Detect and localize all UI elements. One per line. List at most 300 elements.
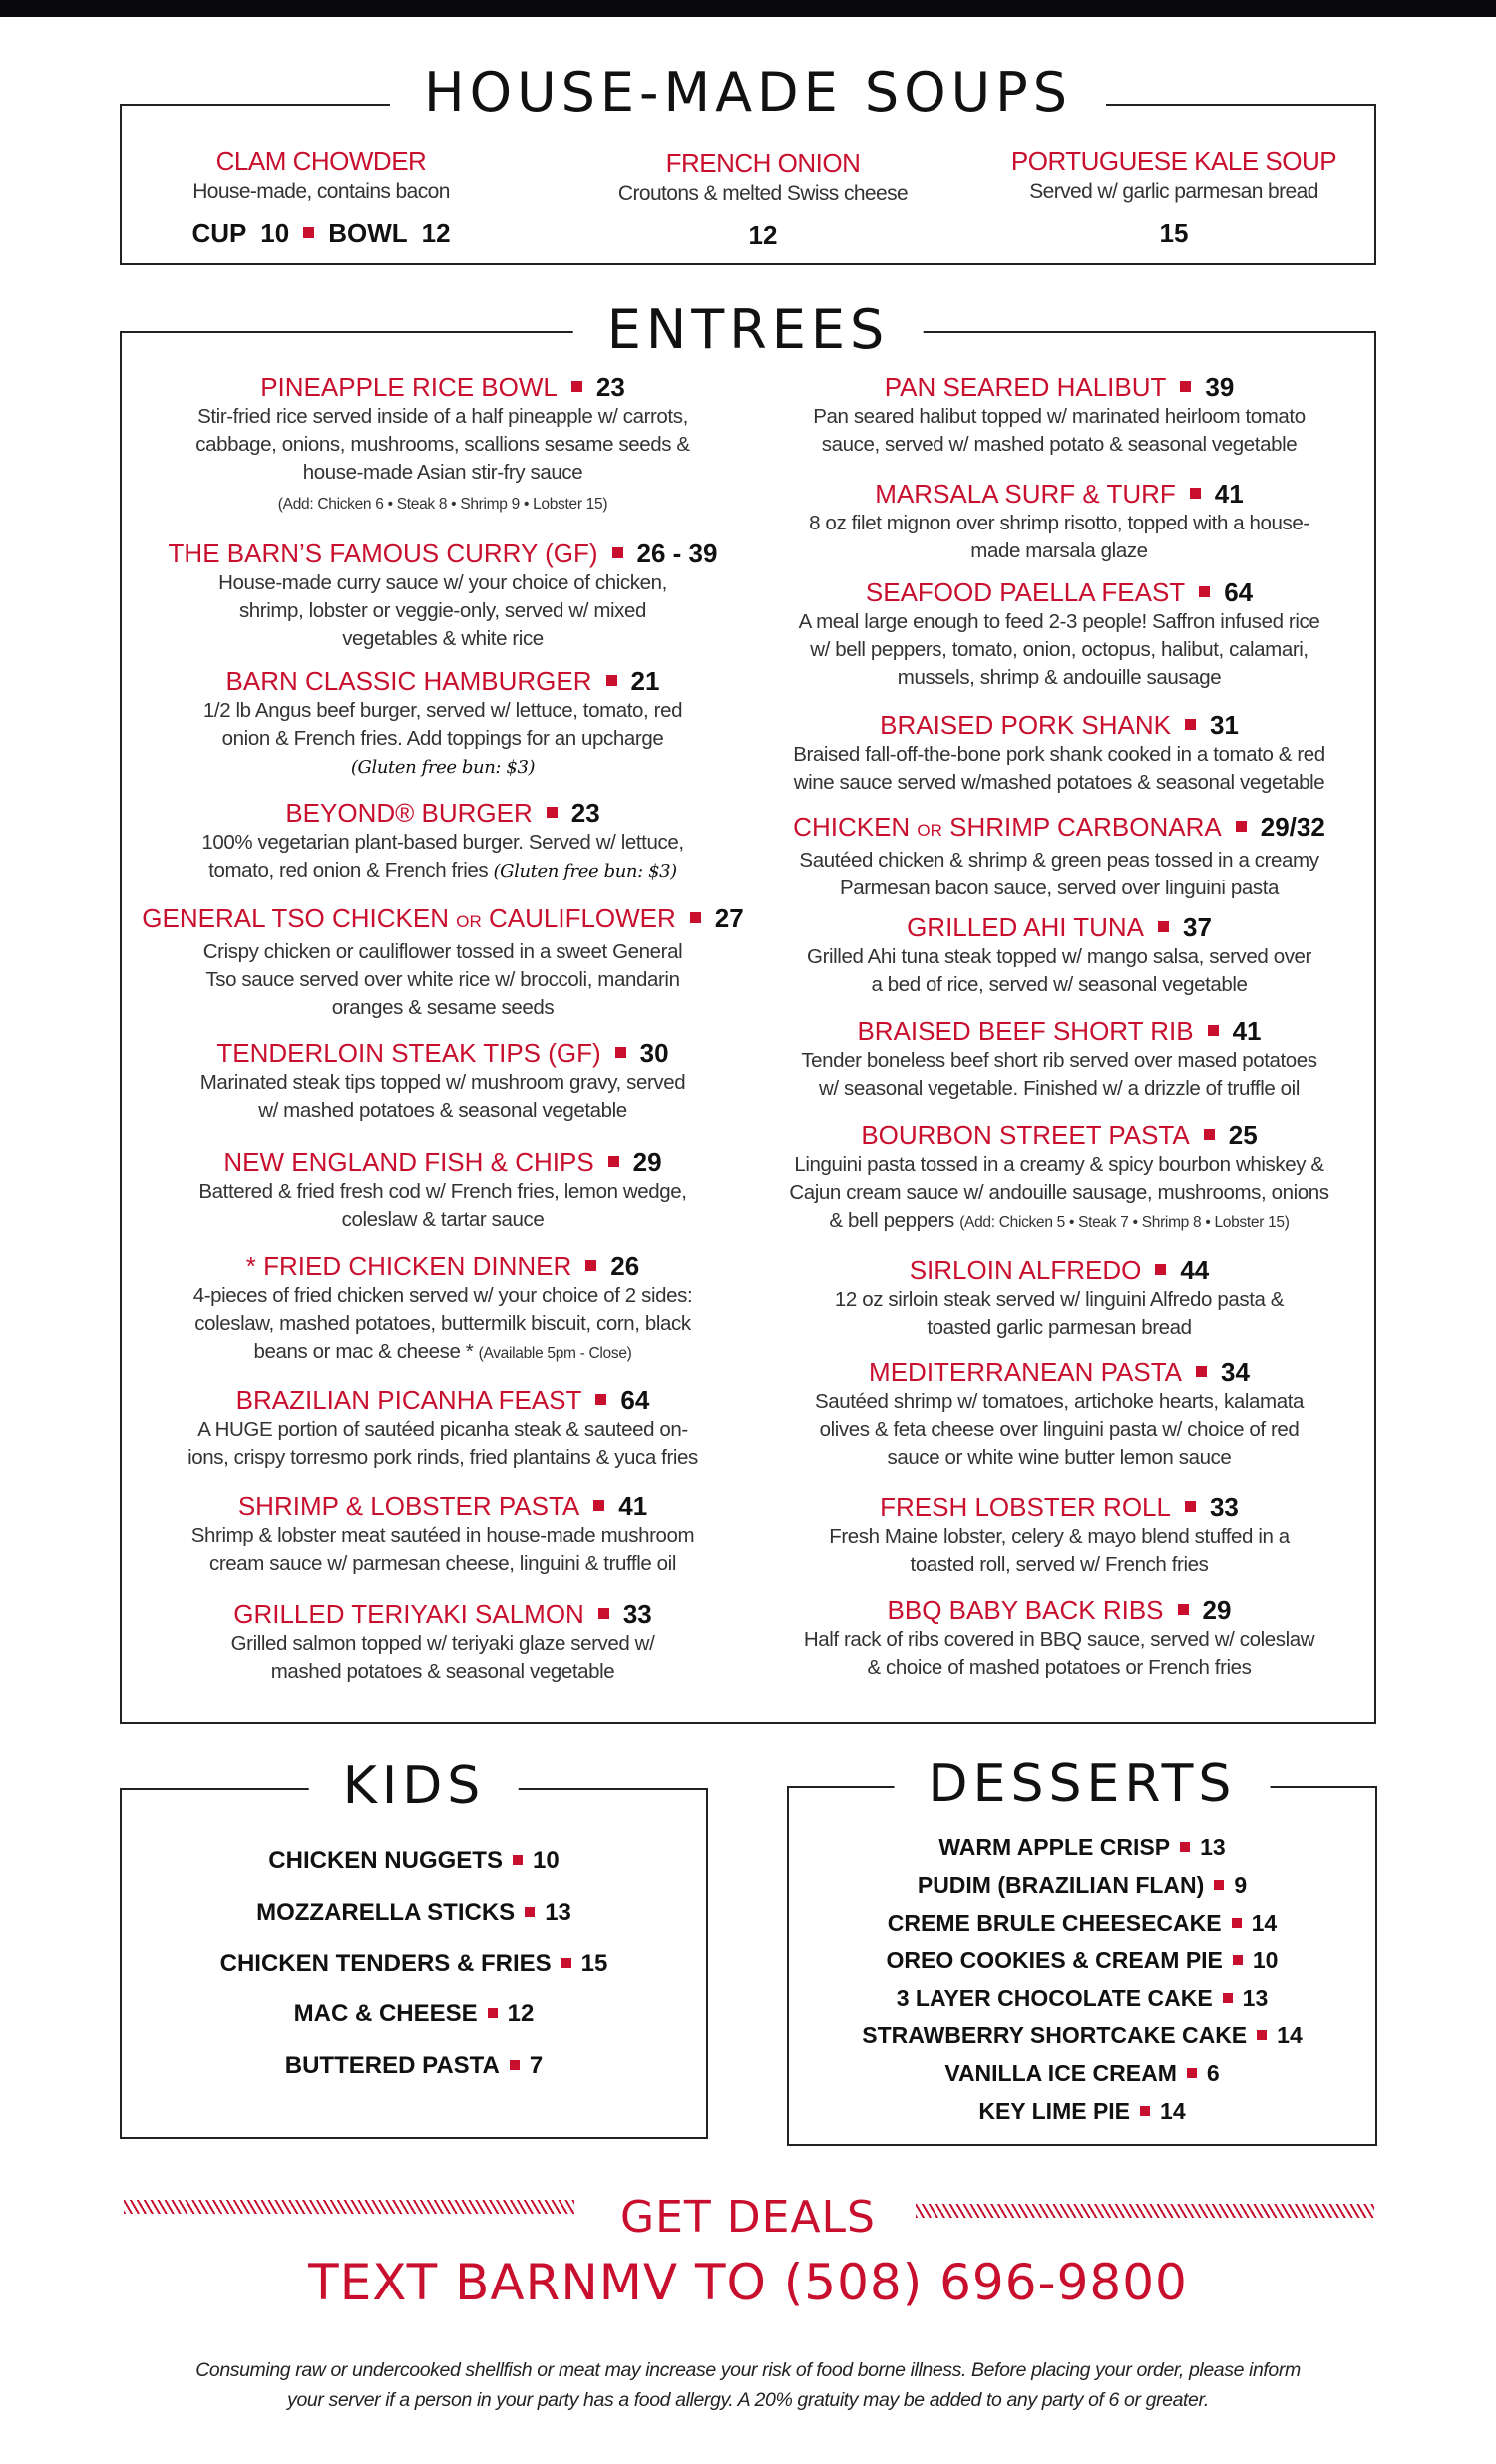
entree-desc-line xyxy=(134,625,752,653)
entree-desc-text: Grilled salmon topped w/ teriyaki glaze served w/ xyxy=(230,1632,655,1655)
desserts-item xyxy=(789,1910,1375,1936)
entree-desc-text: shrimp, lobster or veggie-only, served w/ mixed xyxy=(238,599,647,622)
desserts-item-name: OREO COOKIES & CREAM PIE xyxy=(886,1947,1223,1973)
entree-price: 34 xyxy=(1221,1357,1250,1387)
entree-price: 29/32 xyxy=(1260,812,1325,842)
entree-item xyxy=(750,1491,1368,1579)
entree-name-line xyxy=(134,1250,752,1282)
entree-desc-line xyxy=(134,1282,752,1310)
entree-price: 41 xyxy=(1232,1016,1262,1046)
desserts-item xyxy=(789,1985,1375,2012)
entree-desc-text: 100% vegetarian plant-based burger. Served w/ lettuce, xyxy=(201,831,684,854)
kids-title: KIDS xyxy=(309,1760,519,1812)
entree-desc-text: house-made Asian stir-fry sauce xyxy=(302,461,583,484)
entree-price: 23 xyxy=(595,372,625,402)
entree-addon-note: (Add: Chicken 6 • Steak 8 • Shrimp 9 • Lobster 15) xyxy=(277,496,608,513)
entree-name: BRAZILIAN PICANHA FEAST xyxy=(235,1385,582,1415)
entree-desc-text: Sautéed shrimp w/ tomatoes, artichoke hearts, kalamata xyxy=(814,1390,1304,1413)
entree-desc-line xyxy=(750,847,1368,875)
entree-name-line xyxy=(750,1491,1368,1523)
entree-item xyxy=(134,902,752,1022)
entree-name: MARSALA SURF & TURF xyxy=(875,479,1176,509)
entree-item xyxy=(750,1119,1368,1236)
entree-name: PINEAPPLE RICE BOWL xyxy=(260,372,558,402)
soup-item xyxy=(122,146,521,249)
desserts-item-price: 13 xyxy=(1242,1985,1269,2011)
kids-item-price: 13 xyxy=(545,1899,571,1926)
entree-name-line xyxy=(750,1015,1368,1047)
entree-name-line xyxy=(750,478,1368,510)
bullet-square-icon xyxy=(571,381,582,392)
entree-name-line xyxy=(750,709,1368,741)
entree-desc-line xyxy=(134,431,752,459)
bullet-square-icon xyxy=(547,807,558,818)
entree-desc-text: wine sauce served w/mashed potatoes & seasonal vegetable xyxy=(793,771,1325,794)
entree-desc-text: Marinated steak tips topped w/ mushroom gravy, served xyxy=(199,1071,686,1094)
desserts-item-price: 14 xyxy=(1251,1910,1278,1936)
bullet-square-icon xyxy=(1199,586,1210,597)
entree-name-line xyxy=(134,1490,752,1522)
entree-price: 41 xyxy=(1214,479,1244,509)
entree-desc-text: olives & feta cheese over linguini pasta w/ choice of red xyxy=(819,1418,1300,1441)
entree-name-line xyxy=(134,371,752,403)
entree-item xyxy=(750,1254,1368,1342)
soups-title: HOUSE-MADE SOUPS xyxy=(390,66,1106,120)
bullet-square-icon xyxy=(608,1156,619,1167)
desserts-item-price: 9 xyxy=(1234,1872,1248,1898)
desserts-item xyxy=(789,2060,1375,2087)
entrees-title: ENTREES xyxy=(573,303,924,357)
entree-item xyxy=(134,1250,752,1368)
soup-price: 15 xyxy=(1159,218,1189,248)
entree-desc-line xyxy=(750,510,1368,537)
entree-desc-text: A HUGE portion of sautéed picanha steak & sauteed on- xyxy=(197,1418,688,1441)
entree-name-line xyxy=(134,1037,752,1069)
bullet-square-icon xyxy=(598,1608,609,1619)
kids-item-price: 12 xyxy=(507,2000,535,2027)
bullet-square-icon xyxy=(1180,381,1191,392)
desserts-item-name: PUDIM (BRAZILIAN FLAN) xyxy=(917,1872,1205,1898)
entree-desc-line xyxy=(750,1047,1368,1075)
entree-desc-text: sauce or white wine butter lemon sauce xyxy=(887,1446,1232,1469)
desserts-item xyxy=(789,1872,1375,1899)
entree-desc-text: Parmesan bacon sauce, served over linguini pasta xyxy=(839,877,1280,899)
entree-desc-line xyxy=(750,1286,1368,1314)
entree-desc-text: Battered & fried fresh cod w/ French fries, lemon wedge, xyxy=(198,1180,687,1203)
bullet-square-icon xyxy=(1208,1025,1219,1036)
desserts-item-name: KEY LIME PIE xyxy=(978,2098,1131,2124)
entree-addon-note: (Available 5pm - Close) xyxy=(478,1345,632,1362)
entree-desc-text: w/ bell peppers, tomato, onion, octopus, halibut, calamari, xyxy=(810,638,1309,661)
kids-item xyxy=(122,1899,706,1927)
soup-desc: House-made, contains bacon xyxy=(192,180,450,203)
bullet-square-icon xyxy=(303,227,314,238)
entree-desc-text: Pan seared halibut topped w/ marinated heirloom tomato xyxy=(813,405,1306,428)
promo-text: TEXT BARNMV TO (508) 696-9800 xyxy=(308,2254,1188,2311)
entree-desc-line xyxy=(134,966,752,994)
entree-price: 21 xyxy=(630,666,660,696)
bullet-square-icon xyxy=(1190,488,1201,499)
entree-desc-text: cabbage, onions, mushrooms, scallions sesame seeds & xyxy=(195,433,690,456)
entree-item xyxy=(134,1490,752,1578)
bullet-square-icon xyxy=(1214,1880,1224,1890)
entree-desc-text: ions, crispy torresmo pork rinds, fried plantains & yuca fries xyxy=(187,1446,698,1469)
entree-desc-text: 8 oz filet mignon over shrimp risotto, topped with a house- xyxy=(809,512,1309,534)
entree-name: BRAISED PORK SHANK xyxy=(880,710,1171,740)
entree-name-line xyxy=(134,665,752,697)
entree-desc-line xyxy=(750,636,1368,664)
entree-desc-text: & choice of mashed potatoes or French fries xyxy=(867,1656,1252,1679)
entree-desc-line xyxy=(134,1097,752,1125)
entree-name-line xyxy=(134,1384,752,1416)
bullet-square-icon xyxy=(690,912,701,923)
kids-item xyxy=(122,1847,706,1875)
kids-item xyxy=(122,2052,706,2080)
entree-desc-line xyxy=(750,1444,1368,1472)
entree-name: BARN CLASSIC HAMBURGER xyxy=(225,666,592,696)
entree-desc-text: 4-pieces of fried chicken served w/ your choice of 2 sides: xyxy=(192,1284,693,1307)
desserts-item-name: CREME BRULE CHEESECAKE xyxy=(887,1910,1222,1936)
entree-name-line xyxy=(750,1119,1368,1151)
entree-item xyxy=(750,478,1368,565)
entree-price: 64 xyxy=(620,1385,650,1415)
bullet-square-icon xyxy=(488,2008,498,2018)
entree-desc-line xyxy=(134,725,752,753)
entree-desc-line xyxy=(750,943,1368,971)
entree-desc-text: made marsala glaze xyxy=(970,539,1148,562)
entree-name: GENERAL TSO CHICKEN xyxy=(142,903,450,933)
entree-price: 41 xyxy=(618,1491,648,1521)
bullet-square-icon xyxy=(1187,2068,1197,2078)
entree-desc-text: onion & French fries. Add toppings for an upcharge xyxy=(221,727,664,750)
cup-price: CUP 10 xyxy=(191,218,290,248)
entree-desc-text: Sautéed chicken & shrimp & green peas tossed in a creamy xyxy=(799,849,1319,872)
kids-item xyxy=(122,2000,706,2028)
kids-item-price: 15 xyxy=(580,1950,608,1977)
entree-desc-line xyxy=(750,1179,1368,1207)
entree-desc-line xyxy=(134,1658,752,1686)
soup-desc: Croutons & melted Swiss cheese xyxy=(617,182,909,205)
entree-desc-text: House-made curry sauce w/ your choice of chicken, xyxy=(218,571,667,594)
entree-name: BBQ BABY BACK RIBS xyxy=(887,1595,1164,1625)
entree-item xyxy=(134,537,752,653)
bullet-square-icon xyxy=(612,547,623,558)
entree-name-2: SHRIMP CARBONARA xyxy=(949,812,1222,842)
entree-item xyxy=(750,1356,1368,1472)
entree-desc-text: oranges & sesame seeds xyxy=(331,996,555,1019)
entree-desc-line xyxy=(134,1338,752,1368)
entree-price: 33 xyxy=(1209,1492,1239,1522)
bullet-square-icon xyxy=(1185,719,1196,730)
desserts-item xyxy=(789,2022,1375,2049)
bowl-price: BOWL 12 xyxy=(328,218,451,248)
entree-name: CHICKEN xyxy=(793,812,911,842)
entree-desc-line xyxy=(750,1654,1368,1682)
entree-item xyxy=(750,1015,1368,1103)
soup-name: PORTUGUESE KALE SOUP xyxy=(1010,146,1337,176)
bullet-square-icon xyxy=(1257,2030,1267,2040)
bullet-square-icon xyxy=(1223,1993,1233,2003)
entree-desc-text: & bell peppers xyxy=(829,1209,954,1232)
entree-name-line xyxy=(750,911,1368,943)
entree-desc-line xyxy=(134,1206,752,1233)
entree-desc-text: beans or mac & cheese * xyxy=(253,1340,474,1363)
bullet-square-icon xyxy=(1140,2106,1150,2116)
bullet-square-icon xyxy=(561,1958,571,1968)
entree-desc-line xyxy=(134,857,752,885)
entree-name: * FRIED CHICKEN DINNER xyxy=(245,1251,572,1281)
entree-name: MEDITERRANEAN PASTA xyxy=(869,1357,1183,1387)
entree-item xyxy=(750,576,1368,692)
entree-desc-line xyxy=(750,1626,1368,1654)
soup-price: 12 xyxy=(748,220,778,250)
entree-item xyxy=(750,1594,1368,1682)
top-bar xyxy=(0,0,1496,17)
entree-name: PAN SEARED HALIBUT xyxy=(884,372,1167,402)
entree-desc-text: a bed of rice, served w/ seasonal vegetable xyxy=(871,973,1248,996)
kids-item xyxy=(122,1950,706,1978)
entree-price: 44 xyxy=(1180,1255,1210,1285)
entree-price: 26 xyxy=(610,1251,640,1281)
desserts-item-price: 13 xyxy=(1200,1834,1226,1860)
desserts-item-price: 10 xyxy=(1252,1947,1279,1973)
entree-desc-line xyxy=(134,994,752,1022)
entree-desc-line xyxy=(750,875,1368,902)
entree-addon-note: (Add: Chicken 5 • Steak 7 • Shrimp 8 • Lobster 15) xyxy=(959,1214,1290,1231)
entree-desc-text: Half rack of ribs covered in BBQ sauce, served w/ coleslaw xyxy=(803,1628,1315,1651)
entree-price: 29 xyxy=(1202,1595,1232,1625)
entree-desc-text: toasted roll, served w/ French fries xyxy=(910,1553,1209,1576)
entree-name-line xyxy=(750,371,1368,403)
entrees-section xyxy=(120,298,1376,1724)
entree-price: 31 xyxy=(1209,710,1239,740)
entree-desc-text: sauce, served w/ mashed potato & seasonal vegetable xyxy=(821,433,1298,456)
desserts-item-name: STRAWBERRY SHORTCAKE CAKE xyxy=(862,2022,1248,2048)
soup-item xyxy=(563,148,962,251)
desserts-item-price: 14 xyxy=(1160,2098,1186,2124)
desserts-item-name: 3 LAYER CHOCOLATE CAKE xyxy=(896,1985,1213,2011)
entree-desc-line xyxy=(134,597,752,625)
entree-desc-text: tomato, red onion & French fries xyxy=(208,859,489,881)
desserts-item xyxy=(789,1947,1375,1974)
bullet-square-icon xyxy=(615,1047,626,1058)
entree-desc-line xyxy=(750,608,1368,636)
bullet-square-icon xyxy=(1196,1366,1207,1377)
entree-desc-line xyxy=(750,537,1368,565)
entree-desc-line xyxy=(134,697,752,725)
entree-desc-line xyxy=(134,1178,752,1206)
entree-name-line xyxy=(750,1594,1368,1626)
entree-desc-line xyxy=(750,1388,1368,1416)
entree-desc-text: coleslaw, mashed potatoes, buttermilk biscuit, corn, black xyxy=(194,1312,691,1335)
gluten-free-line xyxy=(134,753,752,782)
bullet-square-icon xyxy=(585,1260,596,1271)
kids-section xyxy=(120,1756,708,2139)
bullet-square-icon xyxy=(1155,1264,1166,1275)
entree-desc-text: w/ mashed potatoes & seasonal vegetable xyxy=(258,1099,627,1122)
bullet-square-icon xyxy=(1204,1129,1215,1140)
entree-name: BEYOND® BURGER xyxy=(285,798,533,828)
desserts-item-name: VANILLA ICE CREAM xyxy=(944,2060,1177,2086)
bullet-square-icon xyxy=(525,1907,535,1917)
kids-item-name: MOZZARELLA STICKS xyxy=(256,1899,516,1926)
entree-item xyxy=(750,709,1368,797)
entree-desc-text: mashed potatoes & seasonal vegetable xyxy=(270,1660,615,1683)
entree-price: 29 xyxy=(632,1147,662,1177)
gluten-free-note: (Gluten free bun: $3) xyxy=(493,861,677,881)
entree-desc-line xyxy=(134,1522,752,1550)
disclaimer-line: Consuming raw or undercooked shellfish or meat may increase your risk of food borne illness. Before placing your order, please inform xyxy=(195,2359,1301,2381)
entree-desc-line xyxy=(750,769,1368,797)
entree-name-line xyxy=(134,1146,752,1178)
bullet-square-icon xyxy=(1232,1918,1242,1928)
entree-name: GRILLED TERIYAKI SALMON xyxy=(233,1599,584,1629)
entree-name: FRESH LOBSTER ROLL xyxy=(880,1492,1171,1522)
desserts-title: DESSERTS xyxy=(895,1758,1271,1810)
soup-name: CLAM CHOWDER xyxy=(215,146,427,176)
entree-name-or: OR xyxy=(456,912,482,931)
gluten-free-note: (Gluten free bun: $3) xyxy=(350,757,536,778)
entree-desc-text: coleslaw & tartar sauce xyxy=(341,1208,545,1231)
promo-headline: GET DEALS xyxy=(620,2192,876,2243)
entree-price: 25 xyxy=(1228,1120,1258,1150)
kids-item-name: CHICKEN TENDERS & FRIES xyxy=(219,1950,552,1977)
desserts-item xyxy=(789,2098,1375,2125)
bullet-square-icon xyxy=(1180,1842,1190,1852)
entree-desc-line xyxy=(134,1630,752,1658)
entree-name-line xyxy=(750,576,1368,608)
entree-name: THE BARN’S FAMOUS CURRY (GF) xyxy=(168,538,598,568)
entree-item xyxy=(134,1384,752,1472)
entree-name: NEW ENGLAND FISH & CHIPS xyxy=(223,1147,594,1177)
entree-price: 37 xyxy=(1183,912,1212,942)
soup-desc: Served w/ garlic parmesan bread xyxy=(1029,180,1318,203)
entree-desc-line xyxy=(134,829,752,857)
kids-item-name: MAC & CHEESE xyxy=(293,2000,478,2027)
entree-price: 26 - 39 xyxy=(636,538,718,568)
entree-desc-text: Stir-fried rice served inside of a half pineapple w/ carrots, xyxy=(197,405,688,428)
entree-desc-line xyxy=(750,1314,1368,1342)
bullet-square-icon xyxy=(1233,1955,1243,1965)
entree-desc-text: Tso sauce served over white rice w/ broccoli, mandarin xyxy=(205,968,680,991)
entree-name: GRILLED AHI TUNA xyxy=(907,912,1144,942)
entree-desc-text: Shrimp & lobster meat sautéed in house-made mushroom xyxy=(190,1524,695,1547)
entree-desc-line xyxy=(134,1444,752,1472)
entree-desc-line xyxy=(750,664,1368,692)
bullet-square-icon xyxy=(1178,1604,1189,1615)
entree-desc-text: Cajun cream sauce w/ andouille sausage, mushrooms, onions xyxy=(789,1181,1329,1204)
entree-price: 27 xyxy=(714,903,744,933)
entree-name: TENDERLOIN STEAK TIPS (GF) xyxy=(216,1038,601,1068)
entree-desc-line xyxy=(134,1069,752,1097)
entree-desc-text: Fresh Maine lobster, celery & mayo blend stuffed in a xyxy=(829,1525,1290,1548)
kids-item-price: 7 xyxy=(529,2052,544,2079)
desserts-item-price: 14 xyxy=(1277,2022,1303,2048)
entree-desc-line xyxy=(134,569,752,597)
entree-desc-line xyxy=(750,1207,1368,1236)
bullet-square-icon xyxy=(510,2060,520,2070)
bullet-square-icon xyxy=(595,1394,606,1405)
soup-item xyxy=(974,146,1373,249)
entree-desc-line xyxy=(750,403,1368,431)
entree-item xyxy=(134,665,752,782)
soups-section xyxy=(120,61,1376,265)
entree-price: 33 xyxy=(622,1599,652,1629)
entree-price: 30 xyxy=(639,1038,669,1068)
desserts-item-name: WARM APPLE CRISP xyxy=(938,1834,1171,1860)
entree-addon-line xyxy=(134,489,752,519)
entree-price: 23 xyxy=(570,798,600,828)
entree-desc-text: Linguini pasta tossed in a creamy & spicy bourbon whiskey & xyxy=(794,1153,1324,1176)
kids-item-name: CHICKEN NUGGETS xyxy=(268,1847,503,1874)
entree-desc-line xyxy=(134,403,752,431)
entree-item xyxy=(134,371,752,519)
soup-name: FRENCH ONION xyxy=(665,148,861,177)
entree-desc-text: w/ seasonal vegetable. Finished w/ a drizzle of truffle oil xyxy=(819,1077,1300,1100)
entree-name: SIRLOIN ALFREDO xyxy=(909,1255,1142,1285)
kids-item-price: 10 xyxy=(532,1847,560,1874)
entree-name-line xyxy=(134,537,752,569)
entree-desc-text: Braised fall-off-the-bone pork shank cooked in a tomato & red xyxy=(793,743,1325,766)
entree-item xyxy=(750,911,1368,999)
entree-desc-text: A meal large enough to feed 2-3 people! Saffron infused rice xyxy=(798,610,1320,633)
bullet-square-icon xyxy=(593,1500,604,1511)
entree-name-line xyxy=(750,1254,1368,1286)
kids-item-name: BUTTERED PASTA xyxy=(284,2052,500,2079)
entree-desc-line xyxy=(750,1416,1368,1444)
entree-name-line xyxy=(134,1598,752,1630)
entree-name-or: OR xyxy=(917,821,942,840)
entree-desc-line xyxy=(750,431,1368,459)
entree-item xyxy=(750,811,1368,902)
bullet-square-icon xyxy=(1158,921,1169,932)
bullet-square-icon xyxy=(1185,1501,1196,1512)
entree-desc-line xyxy=(750,1151,1368,1179)
entree-item xyxy=(134,1146,752,1233)
entree-desc-line xyxy=(134,1310,752,1338)
entree-desc-text: Grilled Ahi tuna steak topped w/ mango salsa, served over xyxy=(807,945,1311,968)
entree-name: SEAFOOD PAELLA FEAST xyxy=(865,577,1186,607)
entree-name-line xyxy=(134,902,752,938)
entree-price: 39 xyxy=(1205,372,1235,402)
entree-desc-line xyxy=(134,1550,752,1578)
entree-item xyxy=(750,371,1368,459)
entree-name: BOURBON STREET PASTA xyxy=(861,1120,1190,1150)
entree-desc-line xyxy=(134,1416,752,1444)
entree-desc-line xyxy=(750,1523,1368,1551)
entree-desc-text: Crispy chicken or cauliflower tossed in a sweet General xyxy=(202,940,683,963)
entree-desc-text: Tender boneless beef short rib served over mased potatoes xyxy=(801,1049,1317,1072)
entree-item xyxy=(134,1037,752,1125)
entree-desc-line xyxy=(134,459,752,487)
entree-desc-line xyxy=(134,938,752,966)
entree-desc-text: vegetables & white rice xyxy=(342,627,544,650)
entree-desc-line xyxy=(750,741,1368,769)
entree-name-line xyxy=(134,797,752,829)
entree-desc-text: toasted garlic parmesan bread xyxy=(927,1316,1192,1339)
entree-desc-line xyxy=(750,971,1368,999)
entree-item xyxy=(134,1598,752,1686)
entree-name: SHRIMP & LOBSTER PASTA xyxy=(237,1491,580,1521)
entree-desc-text: 12 oz sirloin steak served w/ linguini Alfredo pasta & xyxy=(834,1288,1285,1311)
entree-name-line xyxy=(750,1356,1368,1388)
entree-desc-line xyxy=(750,1551,1368,1579)
soup-price xyxy=(122,218,521,249)
bullet-square-icon xyxy=(1236,821,1247,832)
entree-price: 64 xyxy=(1224,577,1254,607)
entree-desc-text: cream sauce w/ parmesan cheese, linguini & truffle oil xyxy=(209,1552,676,1575)
entree-desc-line xyxy=(750,1075,1368,1103)
